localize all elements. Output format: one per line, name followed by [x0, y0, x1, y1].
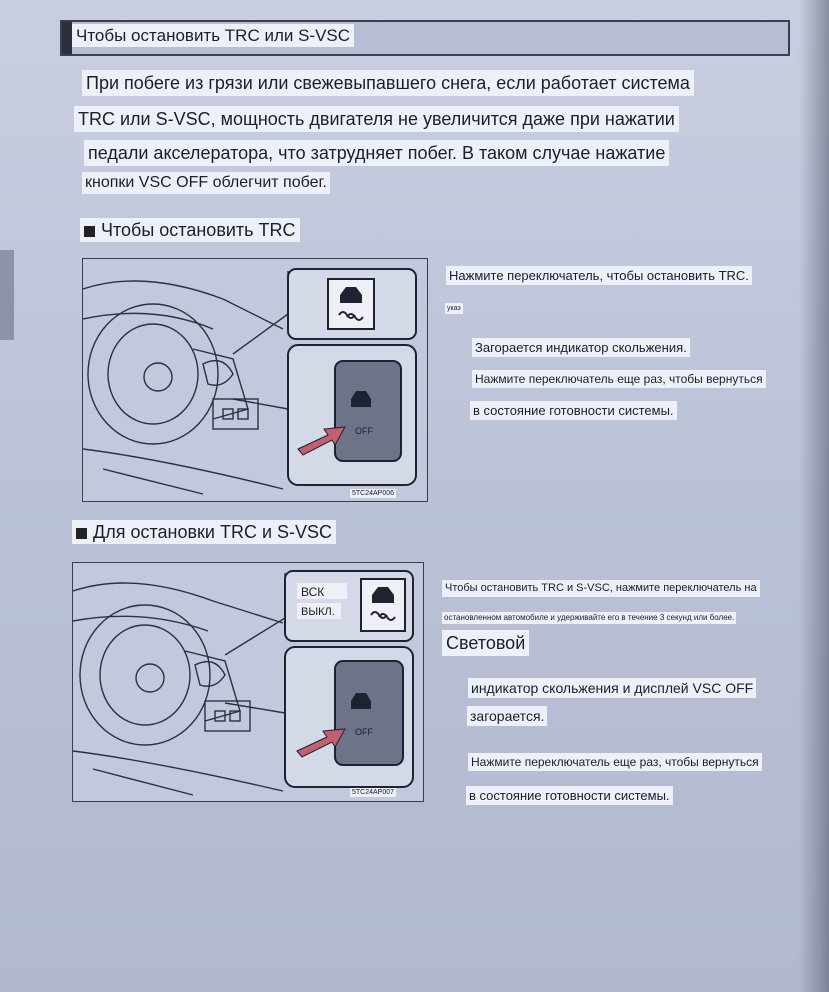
- bullet-icon: [84, 226, 95, 237]
- callout-top: [285, 571, 413, 641]
- figure-trc-svsc: [72, 562, 424, 802]
- indicator-label-1: ВСК: [301, 585, 325, 599]
- dashboard-illustration: [83, 259, 427, 501]
- section2-title: [72, 520, 336, 544]
- header-marker: [62, 22, 72, 54]
- section1-title: [80, 218, 300, 242]
- intro-line-1: При побеге из грязи или свежевыпавшего снега, если работает система: [82, 70, 694, 96]
- s1-line-3: Загорается индикатор скольжения.: [472, 338, 690, 357]
- off-label: OFF: [355, 727, 373, 737]
- dashboard-illustration: [73, 563, 423, 801]
- bullet-icon: [76, 528, 87, 539]
- intro-line-3: педали акселератора, что затрудняет побег. В таком случае нажатие: [84, 140, 669, 166]
- figure-code: 5TC24AP006: [352, 490, 395, 497]
- s2-line-3: Световой: [442, 630, 529, 656]
- section2-title-text: Для остановки TRC и S-VSC: [93, 522, 333, 542]
- figure-trc: [82, 258, 428, 502]
- s1-line-4: Нажмите переключатель еще раз, чтобы вернуться: [472, 370, 766, 388]
- s2-line-2: остановленном автомобиле и удерживайте его в течение 3 секунд или более.: [444, 613, 735, 622]
- indicator-label-2: ВЫКЛ.: [301, 606, 335, 618]
- intro-line-2: TRC или S-VSC, мощность двигателя не увеличится даже при нажатии: [74, 106, 679, 132]
- intro-line-4: кнопки VSC OFF облегчит побег.: [82, 172, 330, 194]
- s2-line-1: Чтобы остановить TRC и S-VSC, нажмите переключатель на: [442, 580, 760, 597]
- figure-code: 5TC24AP007: [352, 789, 395, 796]
- s2-line-7: в состояние готовности системы.: [466, 786, 673, 805]
- off-label: OFF: [355, 426, 373, 436]
- s2-line-6: Нажмите переключатель еще раз, чтобы вернуться: [468, 753, 762, 771]
- page-title: Чтобы остановить TRC или S-VSC: [72, 24, 354, 47]
- callout-bottom: [288, 345, 416, 485]
- callout-top: [288, 269, 416, 339]
- page-edge: [0, 250, 14, 340]
- s2-line-5: загорается.: [467, 706, 547, 726]
- s1-line-5: в состояние готовности системы.: [470, 401, 677, 420]
- page-shadow: [799, 0, 829, 992]
- s1-line-2: указ: [447, 305, 461, 312]
- s1-line-1: Нажмите переключатель, чтобы остановить TRC.: [446, 266, 752, 285]
- callout-bottom: [285, 647, 413, 787]
- section1-title-text: Чтобы остановить TRC: [101, 220, 296, 240]
- s2-line-4: индикатор скольжения и дисплей VSC OFF: [468, 678, 756, 698]
